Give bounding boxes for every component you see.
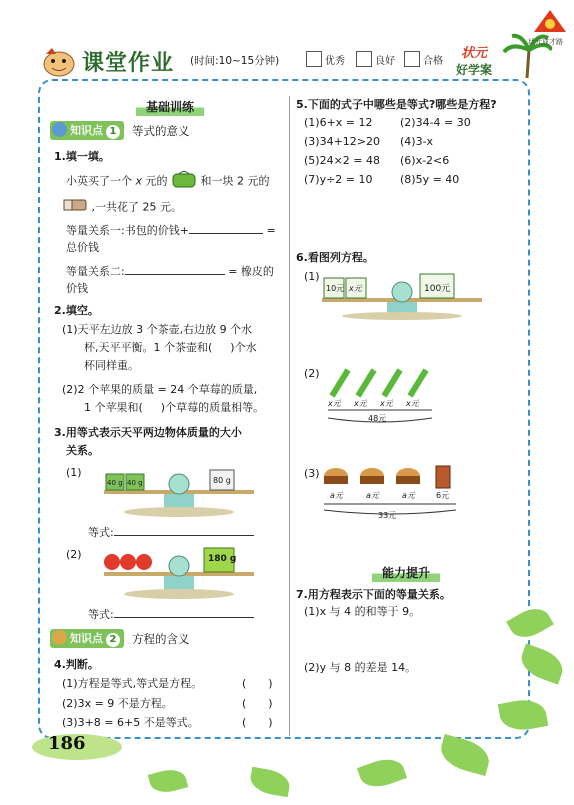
- balance-scale-3: 10元 x元 100元: [322, 264, 482, 320]
- leaf-icon: [148, 766, 188, 797]
- judge-item: (3)3+8 = 6+5 不是等式。: [62, 716, 199, 729]
- expr-item: (8)5y = 40: [400, 173, 460, 186]
- leaf-icon: [437, 734, 493, 776]
- burger-total: 33元: [378, 511, 397, 520]
- leaf-icon: [357, 753, 407, 792]
- question-3-title: 3.用等式表示天平两边物体质量的大小: [54, 426, 242, 439]
- burgers-figure: a元 a元 a元 6元: [322, 462, 462, 520]
- balance-scale-2: 180 g: [104, 544, 254, 602]
- equation-line-2: 等式:: [88, 606, 254, 623]
- question-1-line2: ,一共花了 25 元。: [62, 197, 182, 218]
- question-6-sub3: (3): [304, 467, 320, 480]
- mascot-icon: [40, 44, 78, 78]
- eraser-icon: [62, 197, 88, 218]
- grade-excellent[interactable]: 优秀: [306, 51, 345, 67]
- question-3-sub2: (2): [66, 548, 82, 561]
- grade-good[interactable]: 良好: [356, 51, 395, 67]
- leaf-icon: [248, 767, 292, 798]
- relation-1-end: 总价钱: [66, 241, 99, 254]
- expr-item: (7)y÷2 = 10: [304, 173, 373, 186]
- answer-paren[interactable]: ( ): [242, 677, 273, 690]
- section-ability: 能力提升: [372, 563, 440, 582]
- question-6-sub2: (2): [304, 367, 320, 380]
- bear-icon: [52, 630, 67, 645]
- question-3-title-b: 关系。: [66, 444, 99, 457]
- answer-blank[interactable]: [114, 617, 254, 618]
- page-number: 186: [48, 733, 86, 754]
- checkbox[interactable]: [356, 51, 372, 67]
- answer-blank[interactable]: [125, 274, 225, 275]
- answer-paren[interactable]: ( ): [242, 716, 273, 729]
- question-2-item2: (2)2 个苹果的质量 = 24 个草莓的质量,: [62, 383, 258, 396]
- relation-2-end: 价钱: [66, 282, 88, 295]
- question-2-item1: (1)天平左边放 3 个茶壶,右边放 9 个水: [62, 323, 253, 336]
- expr-item: (1)6+x = 12: [304, 116, 373, 129]
- question-2-item2-b: 1 个苹果和( )个草莓的质量相等。: [84, 401, 265, 414]
- equation-line-1: 等式:: [88, 524, 254, 541]
- expr-item: (3)34+12>20: [304, 135, 381, 148]
- question-6-sub1: (1): [304, 270, 320, 283]
- checkbox[interactable]: [404, 51, 420, 67]
- question-7-item2: (2)y 与 8 的差是 14。: [304, 661, 417, 674]
- section-basic-training: 基础训练: [136, 97, 204, 116]
- expr-item: (6)x-2<6: [400, 154, 450, 167]
- expr-item: (4)3-x: [400, 135, 434, 148]
- answer-blank[interactable]: [114, 535, 254, 536]
- knowledge-point-2: 知识点 2 方程的含义: [50, 629, 190, 648]
- question-3-sub1: (1): [66, 466, 82, 479]
- expr-item: (2)34-4 = 30: [400, 116, 471, 129]
- knowledge-point-title: 等式的意义: [132, 123, 190, 138]
- answer-paren[interactable]: ( ): [242, 697, 273, 710]
- time-limit: (时间:10~15分钟): [190, 55, 280, 67]
- column-divider: [289, 96, 290, 736]
- question-2-title: 2.填空。: [54, 304, 99, 317]
- question-1-line1: 小英买了一个 x 元的 和一块 2 元的: [66, 170, 270, 193]
- page-title: 课堂作业: [82, 51, 175, 76]
- brand-logo: 状元 好学案: [456, 46, 493, 77]
- corner-logo: 状元成才路: [532, 8, 568, 44]
- question-1-title: 1.填一填。: [54, 150, 110, 163]
- question-7-item1: (1)x 与 4 的和等于 9。: [304, 605, 421, 618]
- question-7-title: 7.用方程表示下面的等量关系。: [296, 588, 451, 601]
- backpack-icon: [171, 170, 197, 193]
- relation-2: 等量关系二: = 橡皮的: [66, 265, 274, 278]
- expr-item: (5)24×2 = 48: [304, 154, 381, 167]
- question-4-title: 4.判断。: [54, 658, 99, 671]
- question-2-item1-b: 杯,天平平衡。1 个茶壶和( )个水: [84, 341, 257, 354]
- checkbox[interactable]: [306, 51, 322, 67]
- pencils-figure: x元 x元 x元 x元: [326, 366, 436, 424]
- pencil-total: 48元: [368, 414, 387, 423]
- grade-pass[interactable]: 合格: [404, 51, 443, 67]
- answer-blank[interactable]: [189, 233, 263, 234]
- relation-1: 等量关系一:书包的价钱+ =: [66, 224, 276, 237]
- knowledge-point-title: 方程的含义: [132, 631, 190, 646]
- question-2-item1-c: 杯同样重。: [84, 359, 139, 372]
- balance-scale-1: 40 g 40 g 80 g: [104, 460, 254, 518]
- judge-item: (2)3x = 9 不是方程。: [62, 697, 173, 710]
- judge-item: (1)方程是等式,等式是方程。: [62, 677, 203, 690]
- question-6-title: 6.看图列方程。: [296, 251, 374, 264]
- bear-icon: [52, 122, 67, 137]
- knowledge-point-1: 知识点 1 等式的意义: [50, 121, 190, 140]
- question-5-title: 5.下面的式子中哪些是等式?哪些是方程?: [296, 98, 497, 111]
